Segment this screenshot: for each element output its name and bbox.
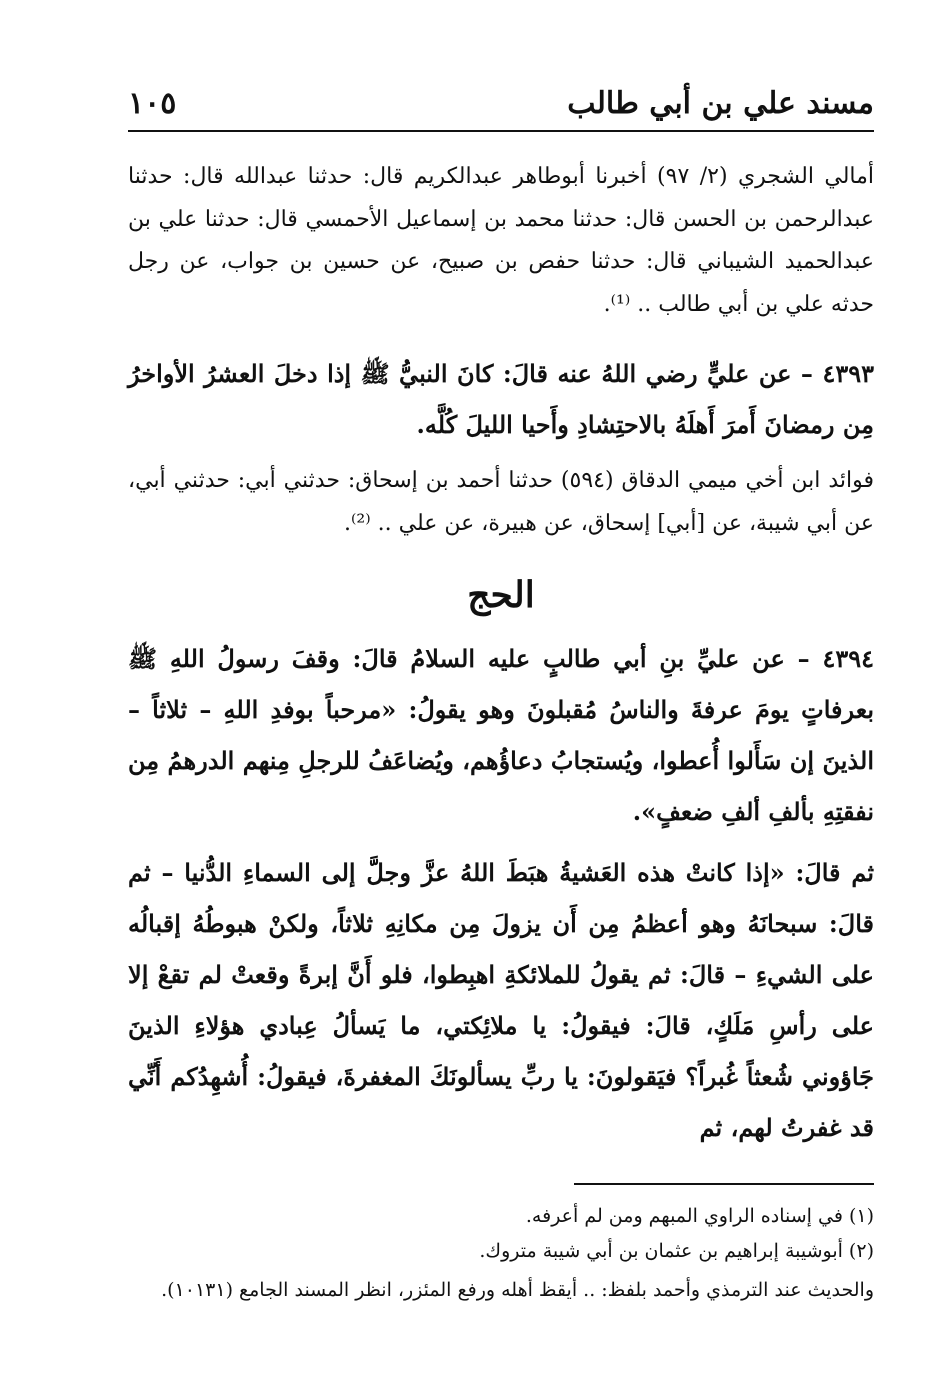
running-title: مسند علي بن أبي طالب (567, 86, 874, 121)
running-header (128, 78, 874, 132)
footnote-2-continued: والحديث عند الترمذي وأحمد بلفظ: .. أيقظ أهله ورفع المئزر، انظر المسند الجامع (١٠١٣١). (161, 1279, 874, 1301)
hadith-number: ٤٣٩٤ (822, 644, 874, 673)
source-citation-1: أمالي الشجري (٢/ ٩٧) أخبرنا أبوطاهر عبدالكريم قال: حدثنا عبدالله قال: حدثنا عبدالرحمن بن الحسن قال: حدثنا محمد بن إسماعيل الأحمسي قال: حدثنا علي بن عبدالحميد الشيباني قال: حدثنا حفص بن صبيح، عن حسين بن جواب، عن رجل حدثه علي بن أبي طالب .. ⁽¹⁾. (128, 164, 875, 317)
footnote-divider (574, 1183, 874, 1185)
hadith-4394 (128, 633, 874, 837)
source-citation-2: فوائد ابن أخي ميمي الدقاق (٥٩٤) حدثنا أحمد بن إسحاق: حدثني أبي: حدثني أبي، عن أبي شيبة، عن [أبي] إسحاق، عن هبيرة، عن علي .. ⁽²⁾. (128, 468, 874, 536)
hadith-number: ٤٣٩٣ (822, 359, 874, 388)
page-number: ١٠٥ (128, 86, 177, 121)
book-page (128, 78, 874, 1318)
hadith-text: – عن عليٍّ رضي اللهُ عنه قالَ: كانَ النبيُّ ﷺ إذا دخلَ العشرُ الأواخرُ مِن رمضانَ أَمرَ أَهلَهُ بالاحتِشادِ وأَحيا الليلَ كُلَّه. (128, 359, 874, 439)
hadith-4394-continued: ثم قالَ: «إذا كانتْ هذه العَشيةُ هبَطَ اللهُ عزَّ وجلَّ إلى السماءِ الدُّنيا – ثم قالَ: سبحانَهُ وهو أعظمُ مِن أَن يزولَ مِن مكانِهِ ثلاثاً، ولكنْ هبوطُهُ إقبالُه على الشيءِ – قالَ: ثم يقولُ للملائكةِ اهبِطوا، فلو أَنَّ إبرةً وقعتْ لم تقعْ إلا على رأسِ مَلَكٍ، قالَ: فيقولُ: يا ملائِكتي، ما يَسألُ عِبادي هؤلاءِ الذينَ جَاؤوني شُعثاً غُبراً؟ فيَقولونَ: يا ربِّ يسألونَكَ المغفرةَ، فيقولُ: أُشهِدُكم أَنِّي قد غفرتُ لهم، ثم (128, 858, 874, 1142)
footnote-1: (١) في إسناده الراوي المبهم ومن لم أعرفه. (525, 1205, 874, 1227)
hadith-text: – عن عليِّ بنِ أبي طالبٍ عليه السلامُ قالَ: وقفَ رسولُ اللهِ ﷺ بعرفاتٍ يومَ عرفةَ والناسُ مُقبلونَ وهو يقولُ: «مرحباً بوفدِ اللهِ – ثلاثاً – الذينَ إن سَأَلوا أُعطوا، ويُستجابُ دعاؤُهم، ويُضاعَفُ للرجلِ مِنهم الدرهمُ مِن نفقتِهِ بألفِ ألفِ ضعفٍ». (128, 644, 874, 826)
hadith-4393 (128, 348, 874, 450)
section-heading: الحج (467, 574, 535, 616)
footnote-2: (٢) أبوشيبة إبراهيم بن عثمان بن أبي شيبة متروك. (479, 1240, 874, 1262)
